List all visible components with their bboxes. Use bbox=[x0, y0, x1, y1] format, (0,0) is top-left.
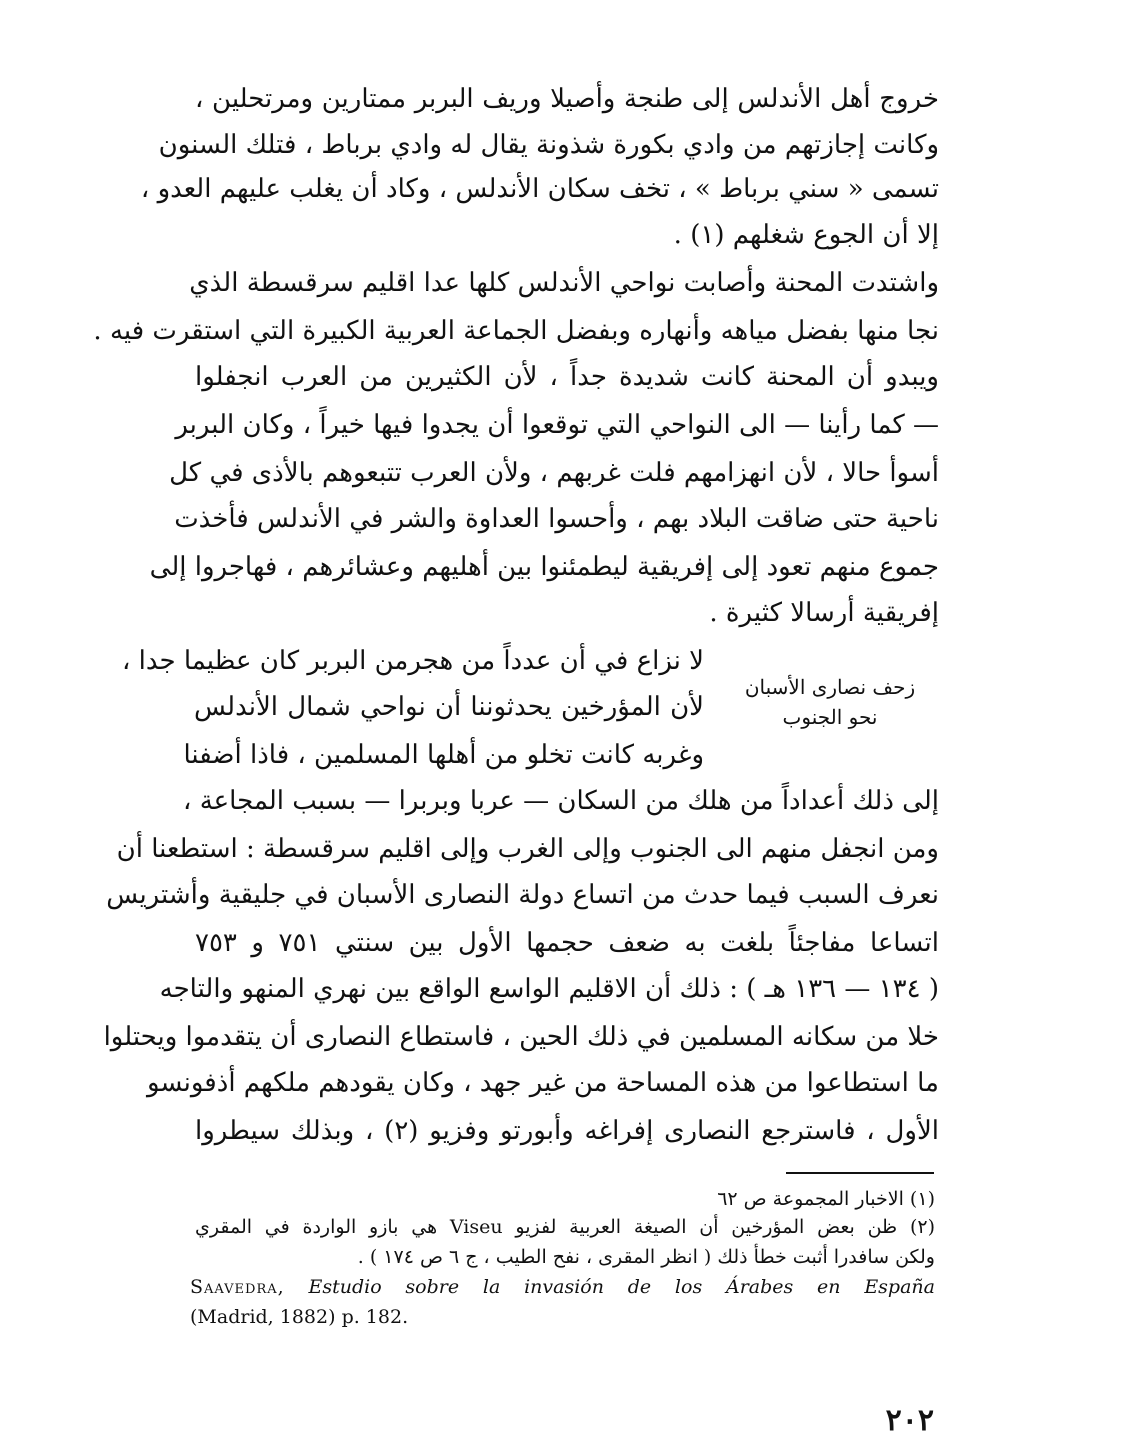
footnote-divider bbox=[786, 1172, 934, 1174]
text-line: الأول ، فاسترجع النصارى إفراغه وأبورتو وفزيو (٢) ، وبذلك سيطروا bbox=[195, 1116, 940, 1146]
text-line: — كما رأينا — الى النواحي التي توقعوا أن يجدوا فيها خيراً ، وكان البربر bbox=[175, 410, 939, 440]
text-line: أسوأ حالا ، لأن انهزامهم فلت غربهم ، ولأن العرب تتبعوهم بالأذى في كل bbox=[169, 458, 939, 488]
text-line: ناحية حتى ضاقت البلاد بهم ، وأحسوا العداوة والشر في الأندلس فأخذت bbox=[174, 504, 939, 534]
text-line: وكانت إجازتهم من وادي بكورة شذونة يقال له وادي برباط ، فتلك السنون bbox=[158, 130, 939, 160]
margin-heading-line: زحف نصارى الأسبان bbox=[744, 675, 916, 699]
text-line: نجا منها بفضل مياهه وأنهاره وبفضل الجماعة العربية الكبيرة التي استقرت فيه . bbox=[93, 316, 939, 346]
citation-author: Saavedra, bbox=[190, 1276, 285, 1298]
text-line: واشتدت المحنة وأصابت نواحي الأندلس كلها عدا اقليم سرقسطة الذي bbox=[189, 268, 939, 298]
footnote-2-line: (٢) ظن بعض المؤرخين أن الصيغة العربية لفزيو Viseu هي بازو الواردة في المقري bbox=[195, 1216, 936, 1238]
footnote-1: (١) الاخبار المجموعة ص ٦٢ bbox=[717, 1188, 935, 1210]
citation-publication: (Madrid, 1882) p. 182. bbox=[190, 1306, 409, 1328]
text-line: جموع منهم تعود إلى إفريقية ليطمئنوا بين أهليهم وعشائرهم ، فهاجروا إلى bbox=[149, 552, 939, 582]
text-line: ومن انجفل منهم الى الجنوب وإلى الغرب وإلى اقليم سرقسطة : استطعنا أن bbox=[116, 834, 939, 864]
margin-heading bbox=[740, 672, 920, 732]
page-number: ٢٠٢ bbox=[885, 1403, 934, 1438]
text-line: ما استطاعوا من هذه المساحة من غير جهد ، وكان يقودهم ملكهم أذفونسو bbox=[147, 1068, 939, 1098]
text-line: لا نزاع في أن عدداً من هجرمن البربر كان عظيما جدا ، bbox=[121, 646, 704, 676]
footnote-2-line: ولكن سافدرا أثبت خطأ ذلك ( انظر المقرى ، نفح الطيب ، ج ٦ ص ١٧٤ ) . bbox=[357, 1246, 935, 1268]
text-line: اتساعا مفاجئاً بلغت به ضعف حجمها الأول بين سنتي ٧٥١ و ٧٥٣ bbox=[195, 928, 939, 958]
margin-heading-line: نحو الجنوب bbox=[782, 705, 878, 729]
text-line: ( ١٣٤ — ١٣٦ هـ ) : ذلك أن الاقليم الواسع الواقع بين نهري المنهو والتاجه bbox=[159, 974, 939, 1004]
text-line: لأن المؤرخين يحدثوننا أن نواحي شمال الأندلس bbox=[194, 692, 704, 722]
text-line: وغربه كانت تخلو من أهلها المسلمين ، فاذا أضفنا bbox=[183, 740, 704, 770]
citation-title: Estudio sobre la invasión de los Árabes en España bbox=[308, 1276, 935, 1298]
text-line: خلا من سكانه المسلمين في ذلك الحين ، فاستطاع النصارى أن يتقدموا ويحتلوا bbox=[103, 1022, 939, 1052]
text-line: إلا أن الجوع شغلهم (١) . bbox=[673, 220, 939, 250]
text-line: خروج أهل الأندلس إلى طنجة وأصيلا وريف البربر ممتارين ومرتحلين ، bbox=[195, 84, 939, 114]
footnote-citation bbox=[190, 1274, 935, 1300]
text-line: إفريقية أرسالا كثيرة . bbox=[709, 598, 939, 628]
text-line: نعرف السبب فيما حدث من اتساع دولة النصارى الأسبان في جليقية وأشتريس bbox=[106, 880, 939, 910]
text-line: إلى ذلك أعداداً من هلك من السكان — عربا وبربرا — بسبب المجاعة ، bbox=[183, 786, 939, 816]
text-line: ويبدو أن المحنة كانت شديدة جداً ، لأن الكثيرين من العرب انجفلوا bbox=[195, 362, 939, 392]
text-line: تسمى « سني برباط » ، تخف سكان الأندلس ، وكاد أن يغلب عليهم العدو ، bbox=[140, 174, 939, 204]
